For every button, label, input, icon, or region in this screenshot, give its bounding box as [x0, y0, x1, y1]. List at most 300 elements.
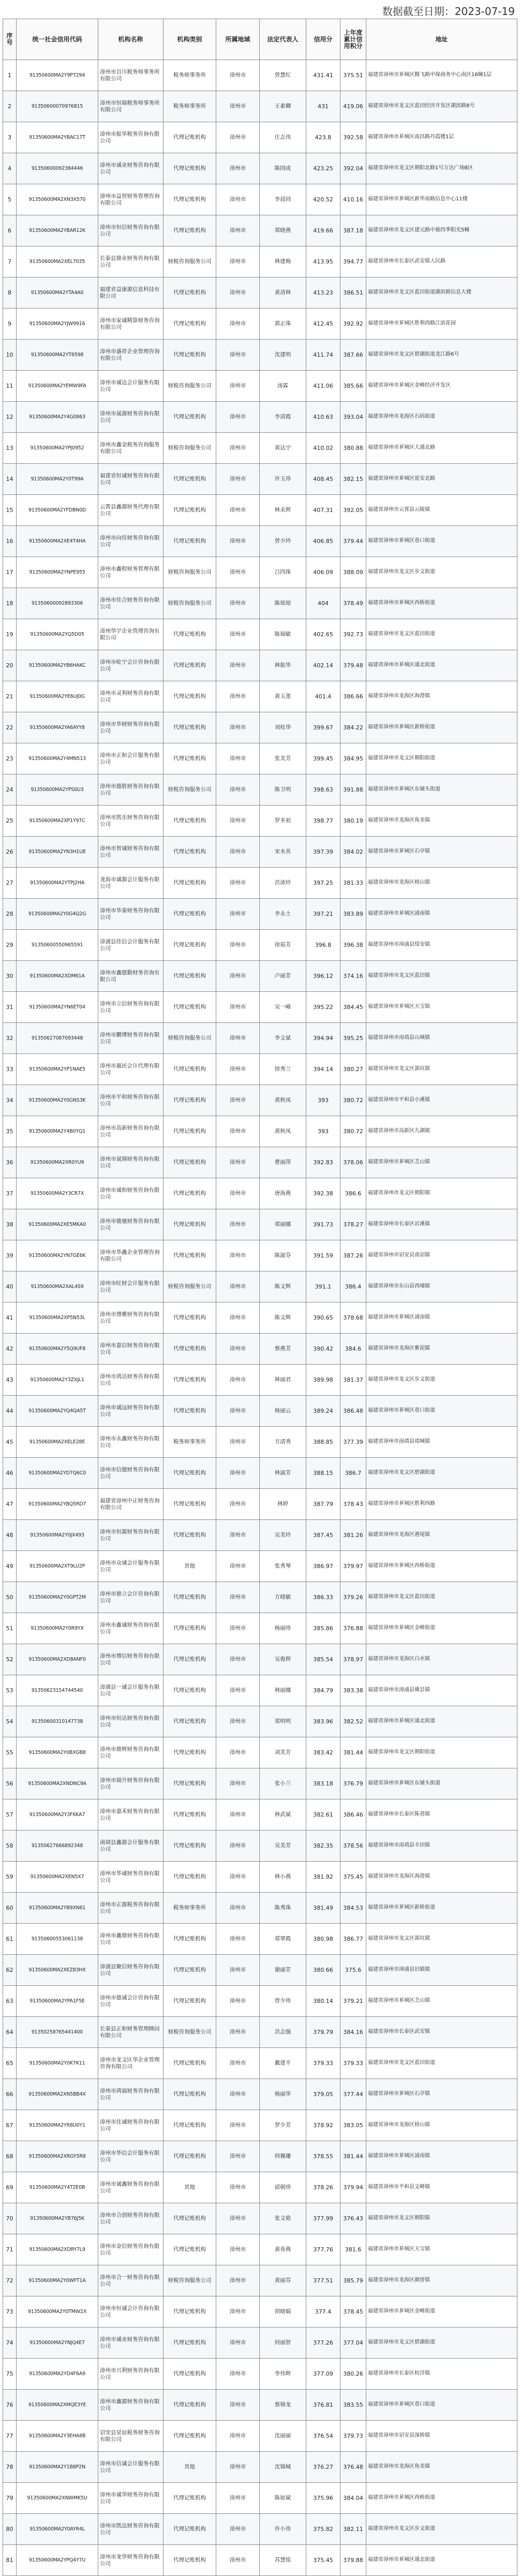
cell-credit-score: 376.27	[306, 2452, 340, 2483]
cell-prev-year-score: 379.26	[340, 1582, 366, 1613]
cell-index: 76	[3, 2390, 17, 2421]
cell-org-name: 漳州市诚业财务咨询有限公司	[98, 2328, 164, 2359]
cell-org-type: 代理记账机构	[164, 899, 216, 930]
cell-credit-code: 91350600MA2YBAR12K	[17, 215, 98, 246]
cell-prev-year-score: 378.68	[340, 1302, 366, 1334]
cell-region: 漳州市	[216, 1768, 260, 1799]
cell-index: 73	[3, 2296, 17, 2328]
cell-credit-code: 91350600MA2YE6UJ0G	[17, 681, 98, 712]
cell-legal-rep: 黄春燕	[260, 2234, 306, 2265]
cell-legal-rep: 吴美玲	[260, 1520, 306, 1551]
cell-org-name: 诏安县星辰税务财务咨询有限公司	[98, 2421, 164, 2452]
cell-org-name: 漳州市恒源财务咨询有限公司	[98, 1520, 164, 1551]
cell-credit-score: 402.65	[306, 619, 340, 650]
cell-credit-score: 383.96	[306, 1706, 340, 1737]
cell-index: 43	[3, 1365, 17, 1396]
table-row	[3, 992, 517, 1023]
cell-legal-rep: 方晓敏	[260, 1582, 306, 1613]
table-row	[3, 806, 517, 837]
table-row	[3, 1520, 517, 1551]
cell-legal-rep: 何丽智	[260, 2328, 306, 2359]
cell-address: 福建省漳州市龙海区榜山镇	[366, 2110, 517, 2141]
cell-region: 漳州市	[216, 1240, 260, 1271]
cell-index: 56	[3, 1768, 17, 1799]
table-row	[3, 1675, 517, 1706]
cell-org-type: 代理记账机构	[164, 122, 216, 153]
cell-address: 福建省漳州市漳浦县旧镇镇	[366, 1955, 517, 1986]
cell-org-type: 代理记账机构	[164, 495, 216, 526]
cell-prev-year-score: 378.45	[340, 2296, 366, 2328]
table-row	[3, 868, 517, 899]
cell-region: 漳州市	[216, 402, 260, 433]
cell-credit-score: 397.25	[306, 868, 340, 899]
cell-prev-year-score: 387.26	[340, 1240, 366, 1271]
cell-region: 漳州市	[216, 1799, 260, 1831]
cell-legal-rep: 曾少玲	[260, 526, 306, 557]
cell-org-name: 漳州市鹏博财务咨询有限公司	[98, 1023, 164, 1054]
cell-address: 福建省漳州市芗城区新桥街道	[366, 712, 517, 743]
cell-legal-rep: 林淑芳	[260, 1458, 306, 1489]
cell-org-type: 代理记账机构	[164, 1396, 216, 1427]
table-row	[3, 681, 517, 712]
cell-credit-code: 91350600092893306	[17, 588, 98, 619]
cell-credit-score: 377.26	[306, 2328, 340, 2359]
cell-legal-rep: 洪志强	[260, 2017, 306, 2048]
cell-address: 福建省漳州市芗城区通北街道	[366, 650, 517, 681]
cell-address: 福建省漳州市芗城区石亭镇	[366, 2079, 517, 2110]
cell-prev-year-score: 377.04	[340, 2328, 366, 2359]
cell-legal-rep: 陈文辉	[260, 1271, 306, 1302]
cell-prev-year-score: 379.88	[340, 2545, 366, 2576]
table-row	[3, 2483, 517, 2514]
cell-org-type: 代理记账机构	[164, 868, 216, 899]
cell-region: 漳州市	[216, 712, 260, 743]
cell-region: 漳州市	[216, 2265, 260, 2296]
cell-legal-rep: 林武斌	[260, 1799, 306, 1831]
cell-org-type: 代理记账机构	[164, 1613, 216, 1644]
cell-prev-year-score: 382.15	[340, 464, 366, 495]
cell-org-name: 漳州市鑫德勤财务咨询有限公司	[98, 961, 164, 992]
cell-address: 福建省漳州市诏安县深桥镇	[366, 2421, 517, 2452]
cell-credit-score: 377.51	[306, 2265, 340, 2296]
cell-org-name: 漳浦县一诚会计服务有限公司	[98, 1675, 164, 1706]
cell-legal-rep: 苏慧铭	[260, 2545, 306, 2576]
cell-region: 漳州市	[216, 743, 260, 774]
cell-credit-code: 91350600MA2XP5N53L	[17, 1302, 98, 1334]
cell-legal-rep: 陈淑芬	[260, 1240, 306, 1271]
cell-credit-score: 386.33	[306, 1582, 340, 1613]
cell-credit-code: 91350600MA2Y4G0863	[17, 402, 98, 433]
cell-org-type: 财税咨询服务公司	[164, 246, 216, 277]
cell-org-type: 税务师事务所	[164, 1427, 216, 1458]
cell-index: 21	[3, 681, 17, 712]
cell-prev-year-score: 392.58	[340, 122, 366, 153]
cell-credit-score: 379.33	[306, 2048, 340, 2079]
cell-region: 漳州市	[216, 2172, 260, 2203]
cell-org-name: 漳州市博信财务咨询有限公司	[98, 1644, 164, 1675]
cell-org-type: 代理记账机构	[164, 1737, 216, 1768]
cell-index: 25	[3, 806, 17, 837]
cell-prev-year-score: 386.66	[340, 681, 366, 712]
cell-prev-year-score: 386.6	[340, 1178, 366, 1209]
cell-index: 15	[3, 495, 17, 526]
cell-region: 漳州市	[216, 1116, 260, 1147]
cell-org-name: 漳州市恒信财务咨询有限公司	[98, 215, 164, 246]
cell-org-type: 代理记账机构	[164, 930, 216, 961]
cell-credit-code: 91350600MA2YPS0U3	[17, 774, 98, 806]
cell-index: 42	[3, 1334, 17, 1365]
cell-region: 漳州市	[216, 1644, 260, 1675]
cell-region: 漳州市	[216, 2203, 260, 2234]
cell-prev-year-score: 378.49	[340, 588, 366, 619]
cell-org-type: 代理记账机构	[164, 1085, 216, 1116]
cell-legal-rep: 李文斌	[260, 1023, 306, 1054]
cell-credit-code: 91350600MA2YFDBN0D	[17, 495, 98, 526]
table-row	[3, 2390, 517, 2421]
cell-index: 74	[3, 2328, 17, 2359]
cell-org-name: 漳州市灵利财务咨询有限公司	[98, 681, 164, 712]
cell-index: 68	[3, 2141, 17, 2172]
cell-credit-score: 389.98	[306, 1365, 340, 1396]
cell-index: 79	[3, 2483, 17, 2514]
cell-index: 26	[3, 837, 17, 868]
cell-index: 13	[3, 433, 17, 464]
cell-region: 漳州市	[216, 1334, 260, 1365]
cell-legal-rep: 黄玉莲	[260, 681, 306, 712]
cell-region: 漳州市	[216, 2514, 260, 2545]
cell-credit-code: 91350600MA2XDRY7L9	[17, 2234, 98, 2265]
table-row	[3, 2017, 517, 2048]
cell-credit-score: 396.8	[306, 930, 340, 961]
cell-address: 福建省漳州市龙海区紫泥镇	[366, 1334, 517, 1365]
cell-org-name: 漳州市鑫源财务咨询有限公司	[98, 2390, 164, 2421]
cell-prev-year-score: 374.16	[340, 961, 366, 992]
cell-region: 漳州市	[216, 433, 260, 464]
table-row	[3, 588, 517, 619]
cell-credit-code: 91350600MA2Y0GNS3K	[17, 1085, 98, 1116]
cell-credit-code: 91350600MA2Y0TMW2X	[17, 2296, 98, 2328]
cell-index: 32	[3, 1023, 17, 1054]
cell-org-type: 代理记账机构	[164, 309, 216, 340]
cell-credit-score: 390.42	[306, 1334, 340, 1365]
cell-org-name: 漳州市众诚会计服务有限公司	[98, 1551, 164, 1582]
cell-index: 30	[3, 961, 17, 992]
cell-org-name: 福建省益康源信息科技有限公司	[98, 277, 164, 309]
cell-region: 漳州市	[216, 1085, 260, 1116]
cell-region: 漳州市	[216, 1986, 260, 2017]
table-row	[3, 2452, 517, 2483]
cell-org-type: 财税咨询服务公司	[164, 371, 216, 402]
cell-index: 29	[3, 930, 17, 961]
cell-region: 漳州市	[216, 806, 260, 837]
cell-credit-code: 91350600MA2XMQE3YE	[17, 2390, 98, 2421]
cell-credit-score: 381.49	[306, 1893, 340, 1924]
cell-prev-year-score: 392.92	[340, 309, 366, 340]
cell-org-name: 漳州市盛祥企业管理咨询有限公司	[98, 340, 164, 371]
cell-credit-code: 91350600MA2YB9XN61	[17, 1893, 98, 1924]
cell-org-name: 漳州市百川税务师事务所有限公司	[98, 60, 164, 91]
cell-legal-rep: 卢丽芳	[260, 961, 306, 992]
cell-org-type: 代理记账机构	[164, 1924, 216, 1955]
cell-credit-score: 391.59	[306, 1240, 340, 1271]
cell-index: 70	[3, 2203, 17, 2234]
cell-credit-code: 91350600MA2YD7Q6C0	[17, 1458, 98, 1489]
cell-legal-rep: 曹丽萍	[260, 1147, 306, 1178]
cell-address: 福建省漳州市龙文区步文街道	[366, 2514, 517, 2545]
cell-index: 77	[3, 2421, 17, 2452]
cell-credit-score: 397.39	[306, 837, 340, 868]
cell-address: 福建省漳州市龙海区港尾镇	[366, 1520, 517, 1551]
cell-org-type: 代理记账机构	[164, 2328, 216, 2359]
cell-credit-code: 91350600MA2XDM61A	[17, 961, 98, 992]
cell-legal-rep: 蔡锦龙	[260, 2390, 306, 2421]
cell-region: 漳州市	[216, 1520, 260, 1551]
cell-index: 41	[3, 1302, 17, 1334]
col-header-org-type: 机构类别	[164, 19, 216, 60]
cell-org-type: 代理记账机构	[164, 837, 216, 868]
cell-region: 漳州市	[216, 774, 260, 806]
cell-credit-code: 91350600MA2XE4T4HA	[17, 526, 98, 557]
cell-credit-code: 91350600310147738	[17, 1706, 98, 1737]
cell-org-name: 漳州市向佳财务咨询有限公司	[98, 526, 164, 557]
cell-prev-year-score: 377.39	[340, 1427, 366, 1458]
cell-index: 33	[3, 1054, 17, 1085]
cell-prev-year-score: 375.51	[340, 60, 366, 91]
cell-region: 漳州市	[216, 464, 260, 495]
cell-index: 2	[3, 91, 17, 122]
cell-org-type: 代理记账机构	[164, 1862, 216, 1893]
cell-index: 23	[3, 743, 17, 774]
cell-legal-rep: 谢丽芳	[260, 1955, 306, 1986]
cell-org-type: 税务师事务所	[164, 1893, 216, 1924]
cell-credit-code: 91350600MA2YB6HAKC	[17, 650, 98, 681]
cell-address: 福建省漳州市芗城区新华南路信息中心11楼	[366, 184, 517, 215]
cell-legal-rep: 张文艳	[260, 2203, 306, 2234]
cell-address: 福建省漳州市平和县文峰镇	[366, 2172, 517, 2203]
cell-prev-year-score: 381.44	[340, 1737, 366, 1768]
cell-org-type: 代理记账机构	[164, 215, 216, 246]
table-row	[3, 277, 517, 309]
cell-credit-code: 91350600MA2YNJQ4E7	[17, 2328, 98, 2359]
cell-index: 81	[3, 2545, 17, 2576]
cell-prev-year-score: 378.43	[340, 1489, 366, 1520]
cell-org-type: 代理记账机构	[164, 2203, 216, 2234]
cell-index: 58	[3, 1831, 17, 1862]
cell-prev-year-score: 386.51	[340, 277, 366, 309]
cell-legal-rep: 李晨同	[260, 184, 306, 215]
cell-credit-score: 377.4	[306, 2296, 340, 2328]
cell-address: 福建省漳州市长泰区陈巷镇	[366, 1799, 517, 1831]
cell-region: 漳州市	[216, 1862, 260, 1893]
cell-org-name: 漳州市鑫程财务管理有限公司	[98, 557, 164, 588]
cell-prev-year-score: 378.06	[340, 1147, 366, 1178]
cell-legal-rep: 汤霖	[260, 371, 306, 402]
cell-org-name: 福建省漳州中正财务咨询有限公司	[98, 1489, 164, 1520]
cell-address: 福建省漳州市南靖县山城镇	[366, 1023, 517, 1054]
cell-address: 福建省漳州市龙文区碧湖街道	[366, 1458, 517, 1489]
cell-org-name: 漳浦县佳信会计服务有限公司	[98, 930, 164, 961]
cell-credit-code: 91350600MA2YD4F6A9	[17, 2359, 98, 2390]
cell-index: 80	[3, 2514, 17, 2545]
cell-credit-score: 394.14	[306, 1054, 340, 1085]
cell-credit-score: 377.99	[306, 2203, 340, 2234]
cell-address: 福建省漳州市芗城区浦南镇	[366, 899, 517, 930]
cell-legal-rep: 林建梅	[260, 246, 306, 277]
cell-region: 漳州市	[216, 2141, 260, 2172]
cell-org-name: 漳州市博雅财务咨询有限公司	[98, 1302, 164, 1334]
cell-index: 10	[3, 340, 17, 371]
cell-org-type: 财税咨询服务公司	[164, 1271, 216, 1302]
cell-address: 福建省漳州市芗城区新桥街道	[366, 1893, 517, 1924]
cell-org-type: 代理记账机构	[164, 184, 216, 215]
table-row	[3, 1768, 517, 1799]
cell-address: 福建省漳州市龙文区步文街道	[366, 557, 517, 588]
cell-credit-score: 411.06	[306, 371, 340, 402]
cell-region: 漳州市	[216, 2234, 260, 2265]
cell-prev-year-score: 394.77	[340, 246, 366, 277]
cell-region: 漳州市	[216, 650, 260, 681]
table-row	[3, 1147, 517, 1178]
cell-prev-year-score: 379.33	[340, 2048, 366, 2079]
cell-org-name: 漳州市德胜财务咨询有限公司	[98, 774, 164, 806]
cell-credit-code: 91350600MA2YNPE955	[17, 557, 98, 588]
cell-index: 20	[3, 650, 17, 681]
cell-region: 漳州市	[216, 837, 260, 868]
cell-org-name: 漳州市鸿福财务咨询有限公司	[98, 2079, 164, 2110]
cell-region: 漳州市	[216, 246, 260, 277]
cell-credit-code: 91350600MA2XNWMK5U	[17, 2483, 98, 2514]
cell-index: 69	[3, 2172, 17, 2203]
table-row	[3, 2265, 517, 2296]
cell-address: 福建省漳州市芗城区西桥街道	[366, 2483, 517, 2514]
cell-org-name: 漳州市鼎立会计咨询有限公司	[98, 1582, 164, 1613]
cell-credit-code: 91350600MA2Y0K7K11	[17, 2048, 98, 2079]
table-row	[3, 2079, 517, 2110]
cell-address: 福建省漳州市芗城区胜利西路江滨花园	[366, 309, 517, 340]
cell-prev-year-score: 379.94	[340, 2172, 366, 2203]
cell-credit-score: 392.83	[306, 1147, 340, 1178]
table-row	[3, 371, 517, 402]
cell-legal-rep: 徐茹芳	[260, 930, 306, 961]
cell-credit-code: 91350600MA2YTA4A0	[17, 277, 98, 309]
cell-prev-year-score: 380.19	[340, 806, 366, 837]
cell-credit-score: 419.66	[306, 215, 340, 246]
cell-credit-score: 391.73	[306, 1209, 340, 1240]
cell-index: 47	[3, 1489, 17, 1520]
table-row	[3, 930, 517, 961]
cell-index: 27	[3, 868, 17, 899]
cell-legal-rep: 李伟辉	[260, 2359, 306, 2390]
table-row	[3, 1955, 517, 1986]
cell-credit-score: 413.23	[306, 277, 340, 309]
cell-credit-score: 386.97	[306, 1551, 340, 1582]
cell-region: 漳州市	[216, 277, 260, 309]
cell-org-type: 代理记账机构	[164, 526, 216, 557]
cell-legal-rep: 林永辉	[260, 495, 306, 526]
table-row	[3, 2328, 517, 2359]
cell-address: 福建省漳州市芗城区东铺头街道	[366, 774, 517, 806]
cell-region: 漳州市	[216, 1271, 260, 1302]
cell-address: 福建省漳州市龙海区白水镇	[366, 1644, 517, 1675]
cell-region: 漳州市	[216, 619, 260, 650]
cell-org-type: 代理记账机构	[164, 1458, 216, 1489]
cell-org-type: 代理记账机构	[164, 1955, 216, 1986]
cell-credit-code: 91350600MA2YPQ4Y7U	[17, 2545, 98, 2576]
cell-legal-rep: 何佩珊	[260, 2141, 306, 2172]
cell-region: 漳州市	[216, 122, 260, 153]
cell-address: 福建省漳州市芗城区大通北路	[366, 433, 517, 464]
table-row	[3, 433, 517, 464]
cell-address: 福建省漳州市云霄县云陵镇	[366, 495, 517, 526]
cell-org-name: 漳州市信德财务咨询有限公司	[98, 1458, 164, 1489]
cell-legal-rep: 罗多祖	[260, 806, 306, 837]
cell-org-name: 漳州市诚远财务咨询有限公司	[98, 1396, 164, 1427]
table-row	[3, 2234, 517, 2265]
cell-org-type: 代理记账机构	[164, 153, 216, 184]
cell-address: 福建省漳州市芗城区西桥街道	[366, 588, 517, 619]
cell-legal-rep: 陈如斌	[260, 2483, 306, 2514]
cell-address: 福建省漳州市龙文区朝阳镇	[366, 2203, 517, 2234]
cell-credit-code: 91350600MA2XP1Y97C	[17, 806, 98, 837]
cell-org-type: 代理记账机构	[164, 2514, 216, 2545]
cell-region: 漳州市	[216, 588, 260, 619]
cell-prev-year-score: 386.46	[340, 1799, 366, 1831]
table-row	[3, 309, 517, 340]
cell-index: 39	[3, 1240, 17, 1271]
cell-credit-code: 91350600MA2Y3EHA8B	[17, 2421, 98, 2452]
cell-legal-rep: 郑翠霞	[260, 1924, 306, 1955]
cell-credit-code: 91350600MA2XNDNC9A	[17, 1768, 98, 1799]
cell-org-type: 代理记账机构	[164, 681, 216, 712]
table-row	[3, 1644, 517, 1675]
cell-credit-code: 91350600MA2Y0GPT2M	[17, 1582, 98, 1613]
cell-legal-rep: 刘桂华	[260, 712, 306, 743]
cell-legal-rep: 胡晓娟	[260, 2296, 306, 2328]
cell-address: 福建省漳州市龙文区蓝田街道	[366, 2048, 517, 2079]
cell-legal-rep: 沈建明	[260, 340, 306, 371]
cell-org-type: 代理记账机构	[164, 2079, 216, 2110]
cell-region: 漳州市	[216, 2328, 260, 2359]
cell-org-name: 漳州市鑫鼎财务咨询有限公司	[98, 1924, 164, 1955]
cell-index: 48	[3, 1520, 17, 1551]
cell-region: 漳州市	[216, 2452, 260, 2483]
cell-prev-year-score: 391.88	[340, 774, 366, 806]
cell-org-name: 龙海市诚源会计服务有限公司	[98, 868, 164, 899]
cell-address: 福建省漳州市龙文区蓝田街道	[366, 619, 517, 650]
cell-region: 漳州市	[216, 60, 260, 91]
cell-org-name: 漳州市家诚精算财务咨询有限公司	[98, 309, 164, 340]
cell-prev-year-score: 376.79	[340, 1768, 366, 1799]
cell-credit-code: 91350600MA2YN3H1UE	[17, 837, 98, 868]
cell-prev-year-score: 388.09	[340, 557, 366, 588]
cell-prev-year-score: 396.38	[340, 930, 366, 961]
cell-address: 福建省漳州市芗城区金峰街道	[366, 1613, 517, 1644]
cell-prev-year-score: 381.37	[340, 1365, 366, 1396]
cell-org-name: 漳州市智诚财务咨询有限公司	[98, 837, 164, 868]
cell-prev-year-score: 384.45	[340, 992, 366, 1023]
cell-region: 漳州市	[216, 1302, 260, 1334]
cell-org-name: 漳州市恒诚会计咨询有限公司	[98, 2296, 164, 2328]
cell-prev-year-score: 385.66	[340, 371, 366, 402]
cell-prev-year-score: 379.73	[340, 2421, 366, 2452]
cell-address: 福建省漳州市芗城区芝山镇	[366, 1147, 517, 1178]
cell-prev-year-score: 381.33	[340, 868, 366, 899]
cell-credit-code: 91350600MA2YQ4QA5T	[17, 1396, 98, 1427]
table-row	[3, 1427, 517, 1458]
cell-org-type: 代理记账机构	[164, 1178, 216, 1209]
cell-credit-score: 385.86	[306, 1613, 340, 1644]
cell-credit-code: 91350600MA2YT6598	[17, 340, 98, 371]
